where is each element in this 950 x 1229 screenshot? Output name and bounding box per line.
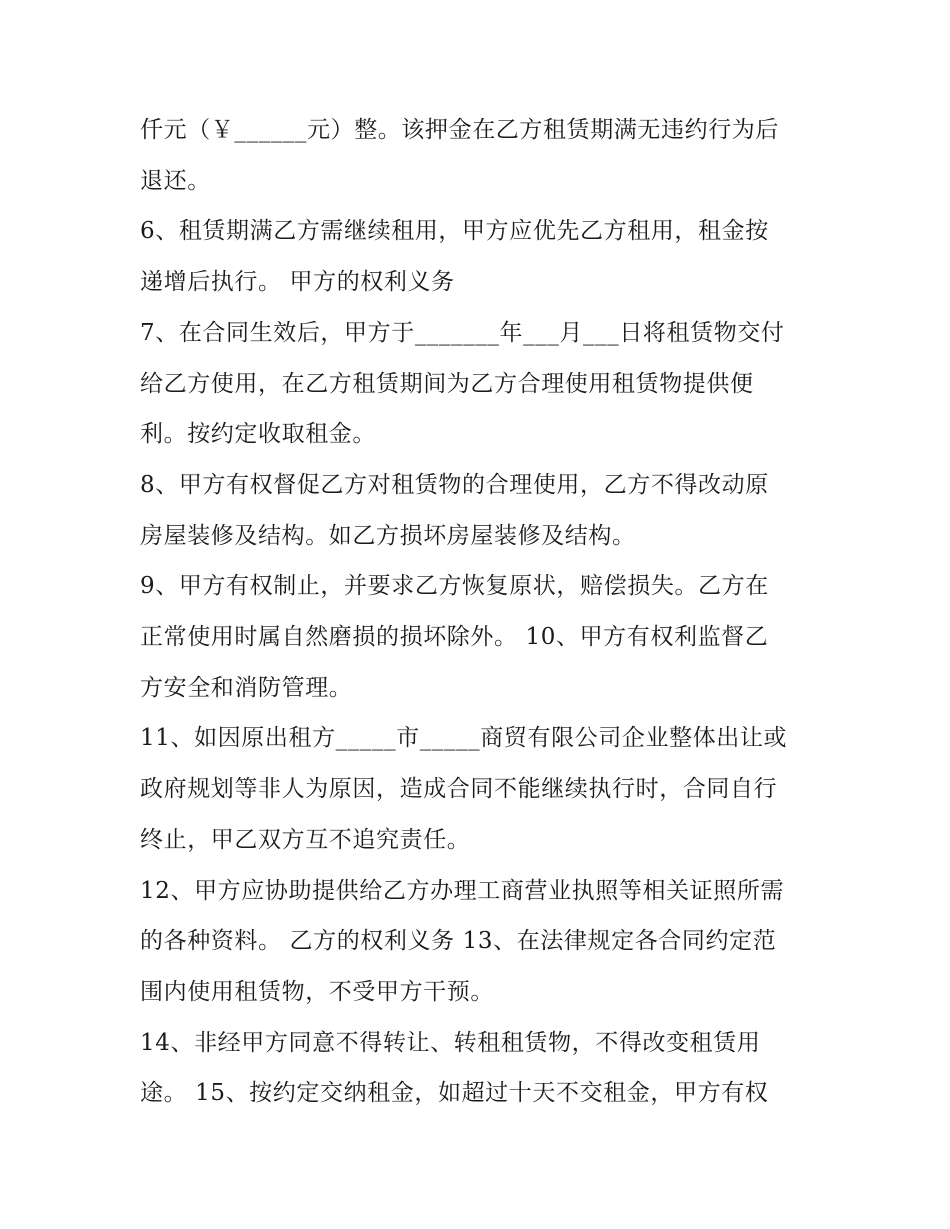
text-line: 12、甲方应协助提供给乙方办理工商营业执照等相关证照所需: [140, 878, 785, 904]
text-line: 利。按约定收取租金。: [140, 421, 376, 447]
text-line: 9、甲方有权制止，并要求乙方恢复原状，赔偿损失。乙方在: [140, 573, 769, 599]
text-line: 正常使用时属自然磨损的损坏除外。 10、甲方有权利监督乙: [140, 624, 769, 650]
text-line: 政府规划等非人为原因，造成合同不能继续执行时，合同自行: [140, 776, 778, 802]
text-line: 7、在合同生效后，甲方于_______年___月___日将租赁物交付: [140, 320, 785, 346]
text-line: 方安全和消防管理。: [140, 675, 353, 701]
text-line: 6、租赁期满乙方需继续租用，甲方应优先乙方租用，租金按: [140, 218, 769, 244]
text-line: 围内使用租赁物，不受甲方干预。: [140, 979, 494, 1005]
text-line: 14、非经甲方同意不得转让、转租租赁物，不得改变租赁用: [140, 1030, 761, 1056]
text-line: 递增后执行。 甲方的权利义务: [140, 269, 455, 295]
text-line: 退还。: [140, 168, 211, 194]
text-line: 途。 15、按约定交纳租金，如超过十天不交租金，甲方有权: [140, 1080, 769, 1106]
text-line: 仟元（￥______元）整。该押金在乙方租赁期满无违约行为后: [140, 117, 779, 143]
text-line: 房屋装修及结构。如乙方损坏房屋装修及结构。: [140, 523, 636, 549]
text-line: 8、甲方有权督促乙方对租赁物的合理使用，乙方不得改动原: [140, 472, 769, 498]
text-line: 给乙方使用，在乙方租赁期间为乙方合理使用租赁物提供便: [140, 371, 754, 397]
text-line: 终止，甲乙双方互不追究责任。: [140, 827, 471, 853]
text-line: 11、如因原出租方_____市_____商贸有限公司企业整体出让或: [140, 725, 788, 751]
text-line: 的各种资料。 乙方的权利义务 13、在法律规定各合同约定范: [140, 928, 777, 954]
